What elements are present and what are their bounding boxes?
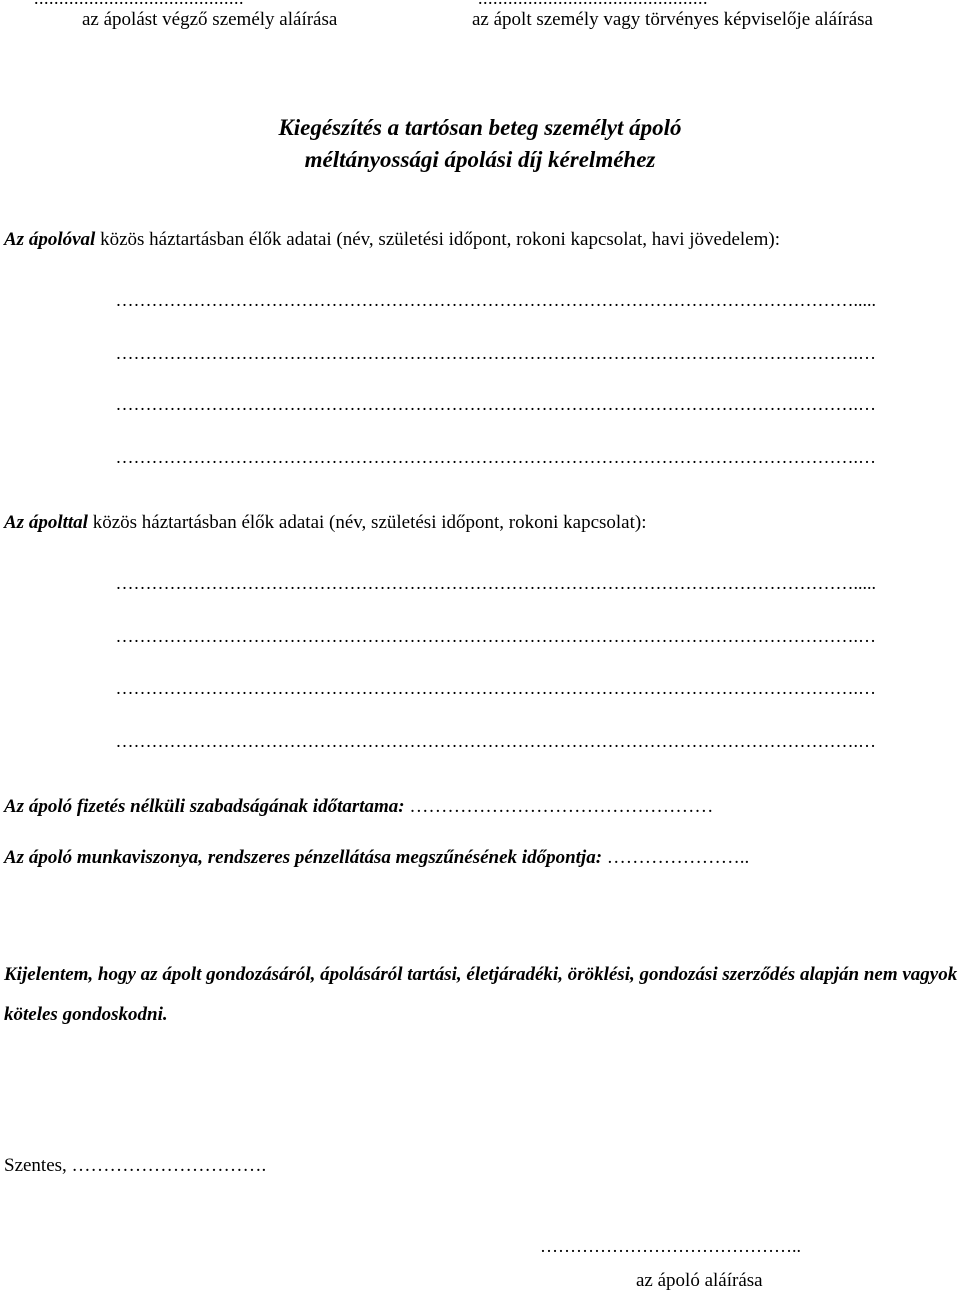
patient-household-line-3[interactable]: …………………………………………………………………………………………………………….… xyxy=(115,678,876,698)
declaration-statement: Kijelentem, hogy az ápolt gondozásáról, ápolásáról tartási, életjáradéki, öröklési, gondozási szerződés alapján nem vagyok köteles gondoskodni. xyxy=(4,964,958,1025)
caregiver-signature-line[interactable]: …………………………………….. xyxy=(540,1236,801,1256)
employment-end-row xyxy=(4,847,749,869)
section-patient-text: közös háztartásban élők adatai (név, születési időpont, rokoni kapcsolat): xyxy=(87,512,647,533)
unpaid-leave-label: Az ápoló fizetés nélküli szabadságának időtartama: xyxy=(4,796,405,817)
patient-household-line-1[interactable]: ……………………………………………………………………………………………………………..... xyxy=(115,573,876,593)
patient-household-line-2[interactable]: …………………………………………………………………………………………………………….… xyxy=(115,626,876,646)
document-title-line1: Kiegészítés a tartósan beteg személyt ápoló xyxy=(278,115,682,140)
caregiver-household-line-4[interactable]: …………………………………………………………………………………………………………….… xyxy=(115,447,876,467)
signature-line-patient xyxy=(478,0,708,9)
unpaid-leave-field[interactable]: ………………………………………… xyxy=(404,796,714,817)
caregiver-household-line-1[interactable]: ……………………………………………………………………………………………………………..... xyxy=(115,290,876,310)
section-patient-household xyxy=(4,512,647,534)
place-date-row xyxy=(4,1155,266,1177)
signature-caption-caregiver: az ápolást végző személy aláírása xyxy=(82,9,338,30)
patient-household-line-4[interactable]: …………………………………………………………………………………………………………….… xyxy=(115,731,876,751)
employment-end-label: Az ápoló munkaviszonya, rendszeres pénzellátása megszűnésének időpontja: xyxy=(4,847,603,868)
place-label: Szentes, xyxy=(4,1155,72,1176)
caregiver-signature-caption: az ápoló aláírása xyxy=(636,1270,763,1291)
place-date-field[interactable]: …………………………. xyxy=(71,1155,267,1176)
employment-end-field[interactable]: ………………….. xyxy=(602,847,750,868)
section-patient-lead: Az ápolttal xyxy=(4,512,88,533)
caregiver-household-line-2[interactable]: …………………………………………………………………………………………………………….… xyxy=(115,343,876,363)
document-title-line2: méltányossági ápolási díj kérelméhez xyxy=(304,147,656,172)
signature-line-caregiver xyxy=(34,0,244,9)
section-caregiver-lead: Az ápolóval xyxy=(4,229,96,250)
unpaid-leave-row xyxy=(4,796,713,818)
signature-caption-patient: az ápolt személy vagy törvényes képviselője aláírása xyxy=(472,9,873,30)
section-caregiver-text: közös háztartásban élők adatai (név, születési időpont, rokoni kapcsolat, havi jövedelem): xyxy=(95,229,780,250)
section-caregiver-household xyxy=(4,229,780,251)
caregiver-household-line-3[interactable]: …………………………………………………………………………………………………………….… xyxy=(115,394,876,414)
